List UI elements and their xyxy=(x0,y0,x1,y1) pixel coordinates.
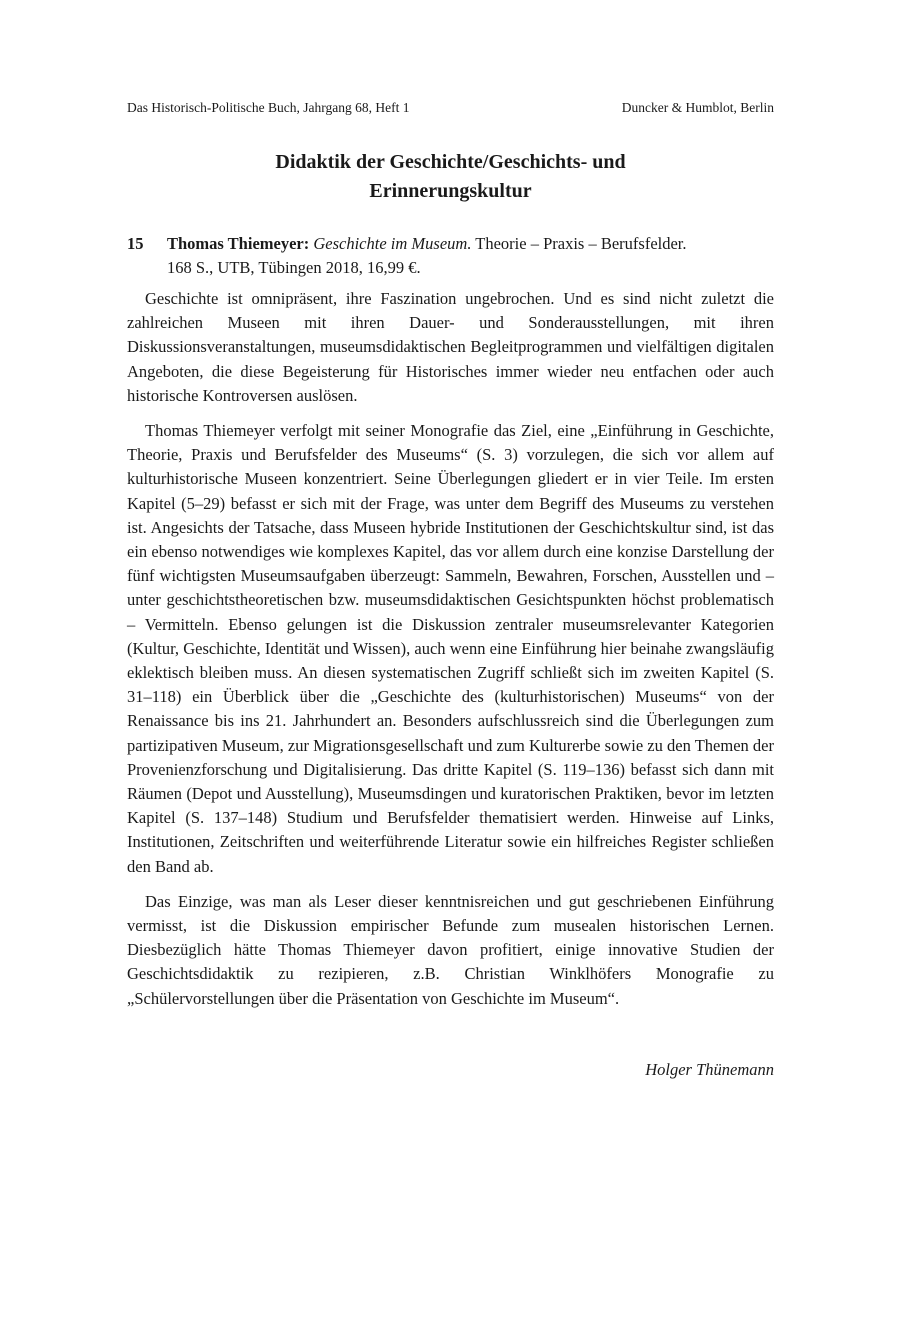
entry-citation xyxy=(167,232,774,280)
review-body xyxy=(127,287,774,1022)
journal-info: Das Historisch-Politische Buch, Jahrgang 68, Heft 1 xyxy=(127,100,410,115)
running-header xyxy=(127,98,774,118)
book-title: Geschichte im Museum. xyxy=(313,234,472,253)
review-paragraph: Thomas Thiemeyer verfolgt mit seiner Monografie das Ziel, eine „Einführung in Geschichte, Theorie, Praxis und Berufsfelder des Museums“ (S. 3) vorzulegen, die sich vor allem auf kulturhistorische Museen konzentriert. Seine Überlegungen gliedert er in vier Teile. Im ersten Kapitel (5–29) befasst er sich mit der Frage, was unter dem Begriff des Museums zu verstehen ist. Angesichts der Tatsache, dass Museen hybride Institutionen der Geschichtskultur sind, ist das ein ebenso notwendiges wie komplexes Kapitel, das vor allem durch eine konzise Darstellung der fünf wichtigsten Museumsaufgaben überzeugt: Sammeln, Bewahren, Forschen, Ausstellen und – unter geschichtstheoretischen bzw. museumsdidaktischen Gesichtspunkten höchst problematisch – Vermitteln. Ebenso gelungen ist die Diskussion zentraler museumsrelevanter Kategorien (Kultur, Geschichte, Identität und Wissen), auch wenn eine Einführung hier beinahe zwangsläufig eklektisch bleiben muss. An diesen systematischen Zugriff schließt sich im zweiten Kapitel (S. 31–118) ein Überblick über die „Geschichte des (kulturhistorischen) Museums“ von der Renaissance bis ins 21. Jahrhundert an. Besonders aufschlussreich sind die Überlegungen zum partizipativen Museum, zur Migrationsgesellschaft und zum Kulturerbe sowie zu den Themen der Provenienzforschung und Digitalisierung. Das dritte Kapitel (S. 119–136) befasst sich dann mit Räumen (Depot und Ausstellung), Museumsdingen und kuratorischen Praktiken, bevor im letzten Kapitel (S. 137–148) Studium und Berufsfelder thematisiert werden. Hinweise auf Links, Institutionen, Zeitschriften und weiterführende Literatur sowie ein hilfreiches Register schließen den Band ab. xyxy=(127,421,774,876)
book-author: Thomas Thiemeyer: xyxy=(167,234,310,253)
publisher-info: Duncker & Humblot, Berlin xyxy=(621,100,774,115)
review-paragraph: Geschichte ist omnipräsent, ihre Faszination ungebrochen. Und es sind nicht zuletzt die zahlreichen Museen mit ihren Dauer- und Sonderausstellungen, mit ihren Diskussionsveranstaltungen, museumsdidaktischen Begleitprogrammen und vielfältigen digitalen Angeboten, die diese Begeisterung für Historisches immer wieder neu entfachen oder auch historische Kontroversen auslösen. xyxy=(127,289,774,405)
book-details: 168 S., UTB, Tübingen 2018, 16,99 €. xyxy=(167,258,421,277)
review-paragraph: Das Einzige, was man als Leser dieser kenntnisreichen und gut geschriebenen Einführung vermisst, ist die Diskussion empirischer Befunde zum musealen historischen Lernen. Diesbezüglich hätte Thomas Thiemeyer davon profitiert, einige innovative Studien der Geschichtsdidaktik zu rezipieren, z.B. Christian Winklhöfers Monografie zu „Schülervorstellungen über die Präsentation von Geschichte im Museum“. xyxy=(127,891,774,1008)
section-title-line-1: Didaktik der Geschichte/Geschichts- und xyxy=(275,151,626,173)
book-entry xyxy=(127,232,774,280)
entry-number: 15 xyxy=(127,234,144,253)
section-title-line-2: Erinnerungskultur xyxy=(369,180,532,202)
book-subtitle: Theorie – Praxis – Berufsfelder. xyxy=(471,234,687,253)
reviewer-name: Holger Thünemann xyxy=(645,1060,774,1079)
section-title xyxy=(127,148,774,206)
